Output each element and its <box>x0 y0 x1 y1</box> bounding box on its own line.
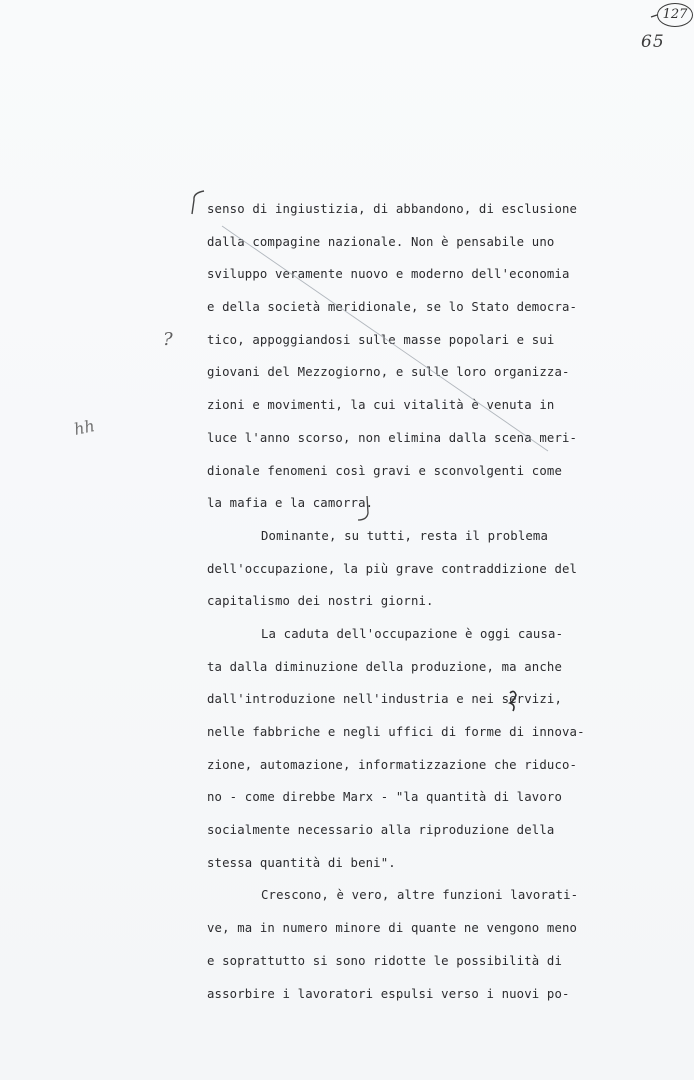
text-line: senso di ingiustizia, di abbandono, di esclusione <box>207 202 578 216</box>
text-line: assorbire i lavoratori espulsi verso i nuovi po- <box>207 986 570 1001</box>
typed-text-block <box>207 193 585 1010</box>
margin-initials: hh <box>72 416 97 439</box>
text-line: dionale fenomeni così gravi e sconvolgenti come <box>207 463 563 478</box>
text-line: zione, automazione, informatizzazione che riduco- <box>207 757 578 772</box>
text-line: socialmente necessario alla riproduzione della <box>207 823 555 838</box>
circled-page-number: 127 <box>657 3 693 27</box>
text-line: ve, ma in numero minore di quante ne vengono meno <box>207 921 578 936</box>
opening-bracket-mark <box>192 191 204 214</box>
paragraph-start-line: Dominante, su tutti, resta il problema <box>261 528 549 543</box>
handwritten-page-number: 65 <box>641 32 665 52</box>
margin-question-mark: ? <box>163 329 173 350</box>
text-line: sviluppo veramente nuovo e moderno dell'economia <box>207 267 570 282</box>
text-line: e soprattutto si sono ridotte le possibilità di <box>207 953 563 968</box>
paragraph-start-line: Crescono, è vero, altre funzioni lavorati- <box>261 888 579 903</box>
text-line: no - come direbbe Marx - "la quantità di lavoro <box>207 790 563 805</box>
text-line: capitalismo dei nostri giorni. <box>207 594 434 609</box>
text-line: la mafia e la camorra. <box>207 496 374 511</box>
text-line: dell'occupazione, la più grave contraddizione del <box>207 561 578 576</box>
text-line: dalla compagine nazionale. Non è pensabile uno <box>207 234 555 249</box>
text-line: luce l'anno scorso, non elimina dalla scena meri- <box>207 430 578 445</box>
text-line: nelle fabbriche e negli uffici di forme di innova- <box>207 725 585 739</box>
text-line: zioni e movimenti, la cui vitalità è venuta in <box>207 398 555 413</box>
text-line: stessa quantità di beni". <box>207 855 396 870</box>
text-line: dall'introduzione nell'industria e nei servizi, <box>207 692 563 707</box>
text-line: ta dalla diminuzione della produzione, ma anche <box>207 659 563 674</box>
text-line: e della società meridionale, se lo Stato democra- <box>207 300 578 315</box>
text-line: tico, appoggiandosi sulle masse popolari e sui <box>207 332 555 347</box>
text-line: giovani del Mezzogiorno, e sulle loro organizza- <box>207 365 570 380</box>
paragraph-start-line: La caduta dell'occupazione è oggi causa- <box>261 626 564 641</box>
